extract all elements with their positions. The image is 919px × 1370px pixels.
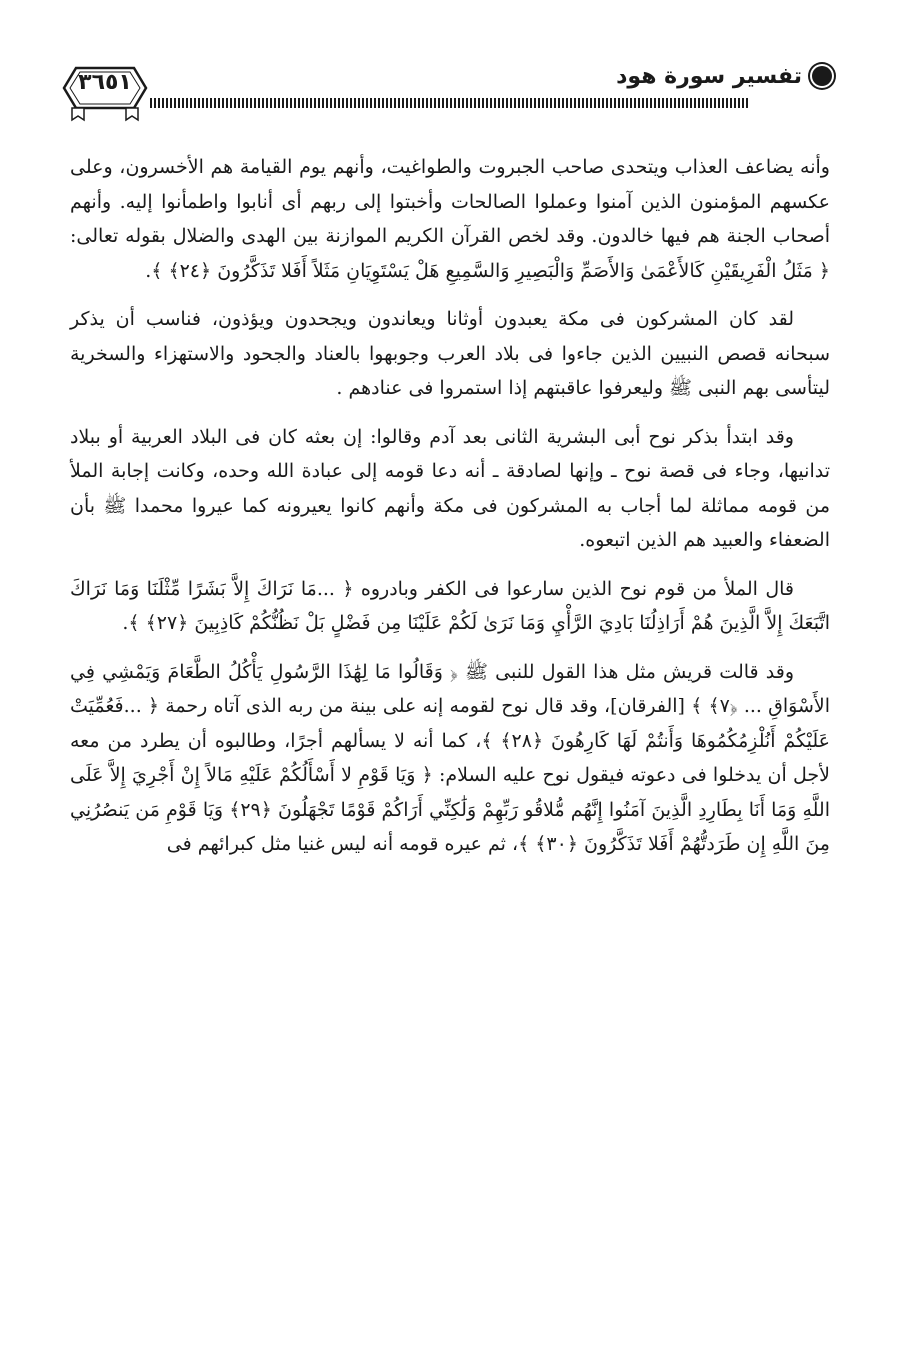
running-title [616, 64, 832, 89]
paragraph: لقد كان المشركون فى مكة يعبدون أوثانا ويعاندون ويجحدون ويؤذون، فناسب أن يذكر سبحانه قصص النبيين الذين جاءوا فى بلاد العرب وجوبهوا بالعناد والجحود والاستهزاء والسخرية ليتأسى بهم النبى ﷺ وليعرفوا عاقبتهم إذا استمروا فى عنادهم . [70, 308, 830, 399]
header-rule [150, 98, 748, 108]
page-number: ٣٦٥١ [78, 70, 132, 95]
paragraph: وقد ابتدأ بذكر نوح أبى البشرية الثانى بعد آدم وقالوا: إن بعثه كان فى البلاد العربية أو ببلاد تدانيها، وجاء فى قصة نوح ـ وإنها لصادقة ـ أنه دعا قومه إلى عبادة الله وحده، وكانت إجابة الملأ من قومه مماثلة لما أجاب به المشركون فى مكة وأنهم كانوا يعيرونه كما عيروا محمدا ﷺ بأن الضعفاء والعبيد هم الذين اتبعوه. [70, 425, 830, 551]
paragraph: وأنه يضاعف العذاب ويتحدى صاحب الجبروت والطواغيت، وأنهم يوم القيامة هم الأخسرون، وعلى عكسهم المؤمنون الذين آمنوا وعملوا الصالحات وأخبتوا إلى ربهم أى أنابوا واطمأنوا إليه. وأنهم أصحاب الجنة هم فيها خالدون. وقد لخص القرآن الكريم الموازنة بين الهدى والضلال بقوله تعالى: ﴿ مَثَلُ الْفَرِيقَيْنِ كَالأَعْمَىٰ وَالأَصَمِّ وَالْبَصِيرِ وَالسَّمِيعِ هَلْ يَسْتَوِيَانِ مَثَلاً أَفَلا تَذَكَّرُونَ ﴿٢٤﴾ ﴾. [70, 156, 830, 282]
paragraph: وقد قالت قريش مثل هذا القول للنبى ﷺ ﴿ وَقَالُوا مَا لِهَٰذَا الرَّسُولِ يَأْكُلُ الطَّعَامَ وَيَمْشِي فِي الأَسْوَاقِ ... ﴿٧﴾ ﴾ [الفرقان]، وقد قال نوح لقومه إنه على بينة من ربه الذى آتاه رحمة ﴿ ...فَعُمِّيَتْ عَلَيْكُمْ أَنُلْزِمُكُمُوهَا وَأَنتُمْ لَهَا كَارِهُونَ ﴿٢٨﴾ ﴾، كما أنه لا يسألهم أجرًا، وطالبوه أن يطرد من معه لأجل أن يدخلوا فى دعوته فيقول نوح عليه السلام: ﴿ وَيَا قَوْمِ لا أَسْأَلُكُمْ عَلَيْهِ مَالاً إِنْ أَجْرِيَ إِلاَّ عَلَى اللَّهِ وَمَا أَنَا بِطَارِدِ الَّذِينَ آمَنُوا إِنَّهُم مُّلاقُو رَبِّهِمْ وَلَٰكِنِّي أَرَاكُمْ قَوْمًا تَجْهَلُونَ ﴿٢٩﴾ وَيَا قَوْمِ مَن يَنصُرُنِي مِنَ اللَّهِ إِن طَرَدتُّهُمْ أَفَلا تَذَكَّرُونَ ﴿٣٠﴾ ﴾، ثم عيره قومه أنه ليس غنيا مثل كبرائهم فى [70, 660, 831, 855]
paragraph: قال الملأ من قوم نوح الذين سارعوا فى الكفر وبادروه ﴿ ...مَا نَرَاكَ إِلاَّ بَشَرًا مِّثْلَنَا وَمَا نَرَاكَ اتَّبَعَكَ إِلاَّ الَّذِينَ هُمْ أَرَاذِلُنَا بَادِيَ الرَّأْيِ وَمَا نَرَىٰ لَكُمْ عَلَيْنَا مِن فَضْلٍ بَلْ نَظُنُّكُمْ كَاذِبِينَ ﴿٢٧﴾ ﴾. [70, 577, 830, 634]
page-number-frame [62, 58, 148, 118]
body-text [70, 150, 830, 876]
ornament-icon [812, 66, 832, 86]
surah-title: تفسير سورة هود [616, 64, 802, 89]
page-header [62, 58, 832, 128]
